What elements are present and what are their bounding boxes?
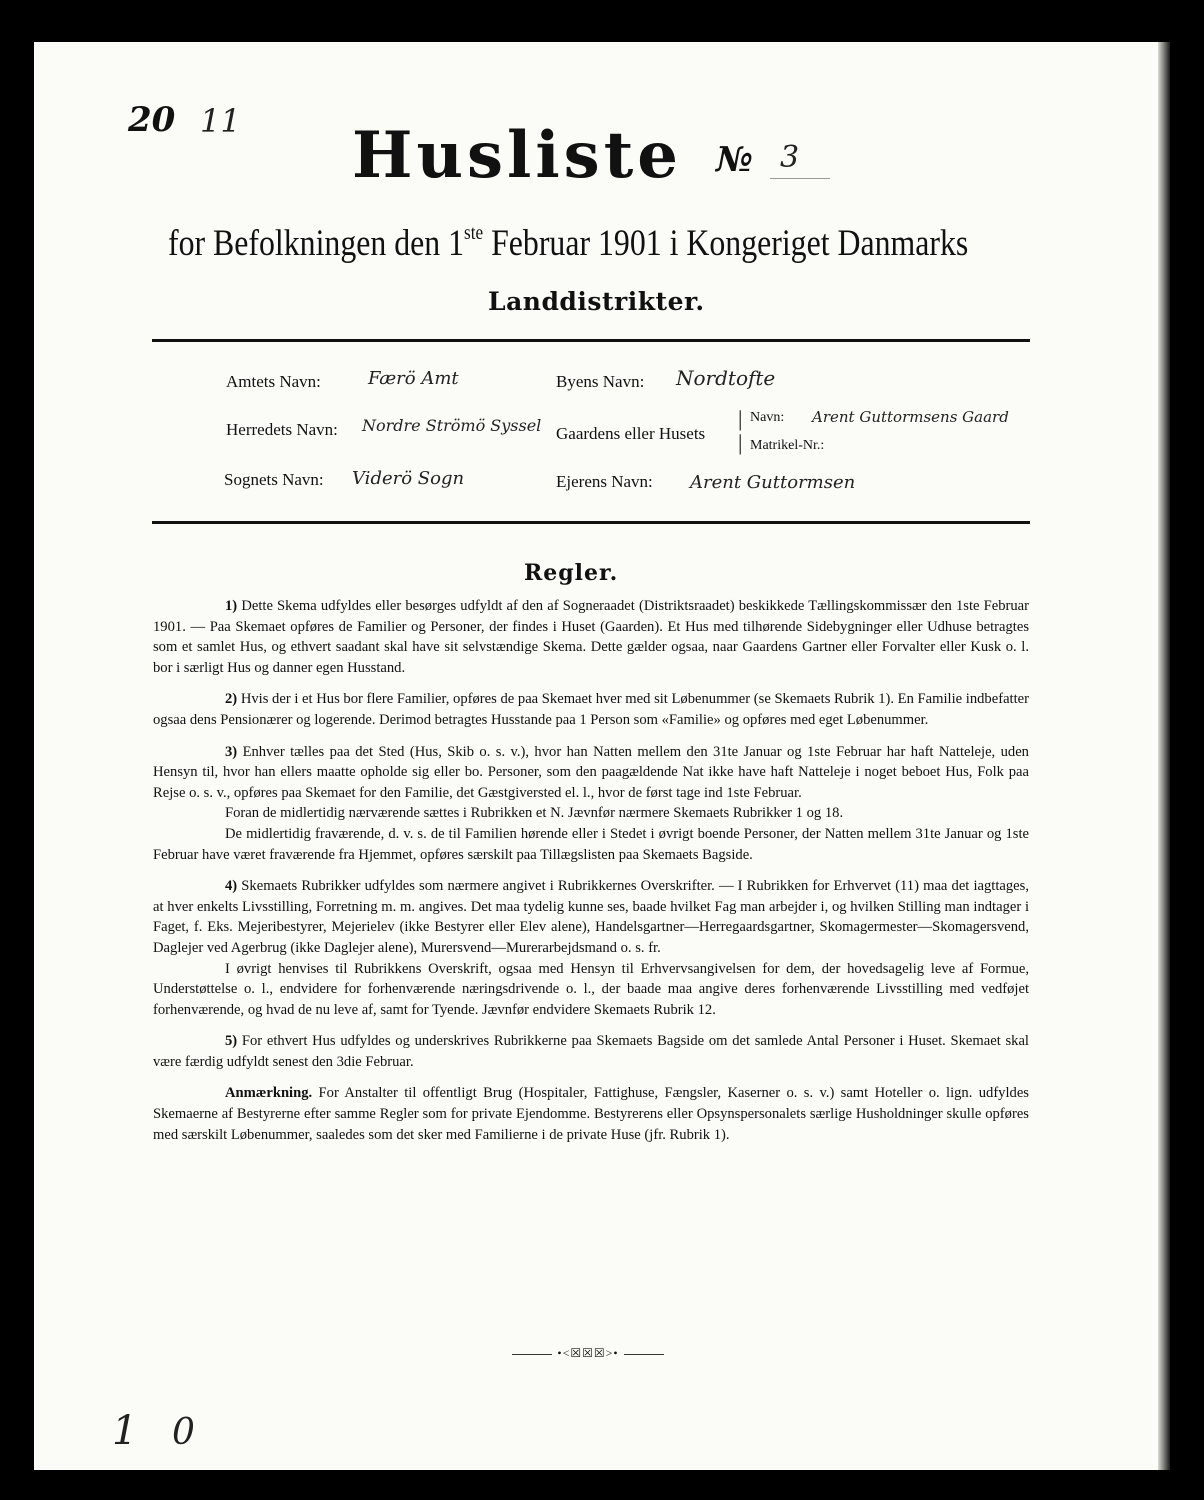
list-number-value: 3: [780, 140, 800, 175]
brace-top: |: [738, 406, 743, 431]
number-underline: [770, 178, 830, 179]
herred-value: Nordre Strömö Syssel: [362, 416, 542, 435]
rule-4-number: 4): [225, 878, 238, 895]
rule-5: [153, 1031, 1029, 1072]
header-rule-bottom: [152, 521, 1030, 524]
rules-heading: Regler.: [524, 560, 619, 586]
rules-body: [153, 596, 1029, 1156]
by-value: Nordtofte: [676, 366, 776, 390]
sheet-number: 20: [128, 100, 176, 140]
footer-handwritten-b: 0: [172, 1412, 195, 1453]
header-rule-top: [152, 339, 1030, 342]
rule-5-number: 5): [225, 1033, 238, 1050]
matrikel-label: Matrikel-Nr.:: [750, 438, 825, 453]
rule-3-paragraph-b: Foran de midlertidig nærværende sættes i Rubrikken et N. Jævnfør nærmere Skemaets Rubrikker 1 og 18.: [225, 805, 844, 822]
annotation-text: For Anstalter til offentligt Brug (Hospitaler, Fattighuse, Fængsler, Kaserner o. s. v.) samt Hoteller o. lign. udfyldes Skemaerne af Bestyrerne efter samme Regler som for private Ejendomme. Bestyrerens eller Opsynspersonalets særlige Husholdninger skulle opføres med særskilt Løbenummer, saaledes som det sker med Familierne i de private Huse (jfr. Rubrik 1).: [153, 1085, 1029, 1143]
footer-handwritten-a: 1: [112, 1408, 138, 1454]
rule-2-text: Hvis der i et Hus bor flere Familier, opføres de paa Skemaet hver med sit Løbenummer (se Skemaets Rubrik 1). En Familie indbefatter ogsaa dens Pensionærer og logerende. Derimod betragtes Husstande paa 1 Person som «Familie» og opføres med eget Løbenummer.: [153, 691, 1029, 728]
subtitle-text-2: Februar 1901 i Kongeriget Danmarks: [483, 223, 969, 264]
subtitle-superscript: ste: [464, 222, 484, 244]
page-edge: [1158, 42, 1170, 1470]
rule-4-text: Skemaets Rubrikker udfyldes som nærmere angivet i Rubrikkernes Overskrifter. — I Rubrikken for Erhvervet (11) maa det iagttages, at hver enkelts Livsstilling, Forretning m. m. angives. Det maa tydelig kunne ses, baade hvilket Fag man arbejder i, og hvilken Stilling man indtager i Faget, f. Eks. Mejeribestyrer, Mejerielev (ikke Bestyrer eller Elev alene), Handelsgartner—Herregaardsgartner, Skomagermester—Skomagersvend, Daglejer ved Agerbrug (ikke Daglejer alene), Murersvend—Murerarbejdsmand o. s. fr.: [153, 878, 1029, 956]
rule-4-paragraph-b: I øvrigt henvises til Rubrikkens Overskrift, ogsaa med Hensyn til Erhvervsangivelsen for dem, der hovedsagelig leve af Formue, Understøttelse o. l., endvidere for forhenværende næringsdrivende o. l., der baade maa angive deres forhenværende Livsstilling med vedføjet forhenværende, og hvad de nu leve af, samt for Tyende. Jævnfør endvidere Skemaets Rubrik 12.: [153, 960, 1029, 1018]
amt-value: Færö Amt: [368, 368, 459, 389]
rule-1-number: 1): [225, 598, 238, 614]
rule-3-text: Enhver tælles paa det Sted (Hus, Skib o. s. v.), hvor han Natten mellem den 31te Januar og 1ste Februar har haft Natteleje, uden Hensyn til, hvor han ellers maatte opholde sig eller bo. Personer, som den paagældende Nat ikke have haft Natteleje i noget beboet Hus, Folk paa Rejse o. s. v., opføres paa Skemaet for den Familie, det Gæstgiversted el. l., hvor de først tage ind 1ste Februar.: [153, 743, 1029, 801]
ejer-value: Arent Guttormsen: [690, 472, 856, 493]
amt-label: Amtets Navn:: [226, 372, 321, 391]
rule-4: [153, 876, 1029, 958]
rule-2-number: 2): [225, 691, 238, 708]
rule-3-paragraph-c: De midlertidig fraværende, d. v. s. de til Familien hørende eller i Stedet i øvrigt boende Personer, der Natten mellem 31te Januar og 1ste Februar have været fraværende fra Hjemmet, opføres særskilt paa Tillægslisten paa Skemaets Bagside.: [153, 825, 1029, 863]
rule-3-number: 3): [225, 743, 238, 760]
brace-bottom: |: [738, 430, 743, 455]
rule-2: [153, 689, 1029, 730]
ornament-line-right: [624, 1354, 664, 1355]
ornament-divider: [512, 1346, 664, 1362]
number-label: №: [716, 140, 753, 180]
annotation-note: [153, 1083, 1029, 1145]
page-subtitle: [168, 222, 968, 265]
ejer-label: Ejerens Navn:: [556, 472, 653, 491]
rule-1: [153, 596, 1029, 678]
rule-1-text: Dette Skema udfyldes eller besørges udfyldt af den af Sogneraadet (Distriktsraadet) beskikkede Tællingskommissær den 1ste Februar 1901. — Paa Skemaet opføres de Familier og Personer, der findes i Huset (Gaarden). Et Hus med tilhørende Sidebygninger eller Udhuse betragtes som et samlet Hus, og ethvert saadant skal have sit selvstændige Skema. Dette gælder ogsaa, naar Gaardens Gartner eller Forvalter eller Kusk o. l. bor i særligt Hus og danner egen Husstand.: [153, 598, 1029, 676]
district-type: Landdistrikter.: [488, 287, 705, 316]
rule-3: [153, 742, 1029, 804]
page-title: Husliste: [352, 118, 682, 193]
gaard-label: Gaardens eller Husets: [556, 424, 706, 443]
sogn-value: Viderö Sogn: [352, 468, 465, 489]
annotation-label: Anmærkning.: [225, 1085, 313, 1102]
rule-5-text: For ethvert Hus udfyldes og underskrives Rubrikkerne paa Skemaets Bagside om det samlede Antal Personer i Huset. Skemaet skal være færdig udfyldt senest den 3die Februar.: [153, 1033, 1029, 1070]
subtitle-text-1: for Befolkningen den 1: [168, 223, 465, 264]
by-label: Byens Navn:: [556, 372, 645, 391]
ornament-line-left: [512, 1354, 552, 1355]
handwritten-corner-number: 11: [200, 102, 241, 140]
gaard-navn-label: Navn:: [750, 410, 785, 425]
herred-label: Herredets Navn:: [226, 420, 338, 439]
gaard-navn-value: Arent Guttormsens Gaard: [812, 408, 1009, 426]
sogn-label: Sognets Navn:: [224, 470, 324, 489]
ornament-glyphs: •<☒☒☒>•: [557, 1346, 619, 1360]
